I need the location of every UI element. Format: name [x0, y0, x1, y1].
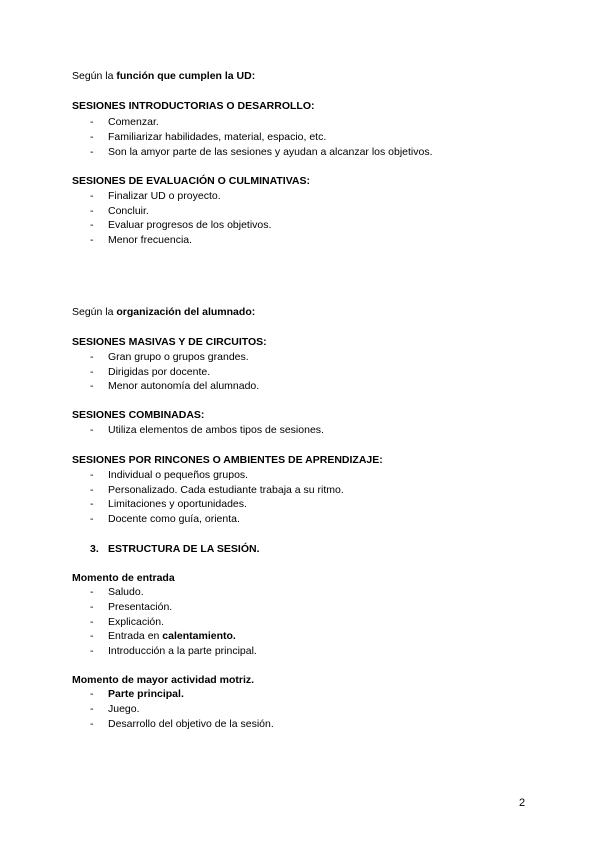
list-item: - Familiarizar habilidades, material, espacio, etc.	[90, 131, 327, 143]
list-item: - Menor autonomía del alumnado.	[90, 380, 260, 392]
list-item: - Individual o pequeños grupos.	[90, 469, 249, 481]
list-item: - Comenzar.	[90, 116, 159, 128]
list-item: - Concluir.	[90, 205, 149, 217]
list-item: - Desarrollo del objetivo de la sesión.	[90, 718, 274, 730]
heading-evaluacion: SESIONES DE EVALUACIÓN O CULMINATIVAS:	[72, 175, 311, 187]
heading-combinadas: SESIONES COMBINADAS:	[72, 409, 205, 421]
heading-masivas: SESIONES MASIVAS Y DE CIRCUITOS:	[72, 336, 267, 348]
list-item: - Menor frecuencia.	[90, 234, 193, 246]
heading-momento-actividad: Momento de mayor actividad motriz.	[72, 674, 255, 686]
list-item: - Finalizar UD o proyecto.	[90, 190, 221, 202]
list-item: - Entrada en calentamiento.	[90, 630, 236, 642]
list-item: - Dirigidas por docente.	[90, 366, 211, 378]
heading-introductorias: SESIONES INTRODUCTORIAS O DESARROLLO:	[72, 100, 315, 112]
list-item: - Parte principal.	[90, 688, 184, 700]
heading-momento-entrada: Momento de entrada	[72, 572, 175, 584]
page-number: 2	[519, 797, 526, 809]
list-item: - Docente como guía, orienta.	[90, 513, 240, 525]
section-title-estructura: 3. ESTRUCTURA DE LA SESIÓN.	[90, 543, 260, 555]
list-item: - Utiliza elementos de ambos tipos de sesiones.	[90, 424, 324, 436]
list-item: - Personalizado. Cada estudiante trabaja a su ritmo.	[90, 484, 344, 496]
intro-organizacion: Según la organización del alumnado:	[72, 306, 256, 318]
list-item: - Introducción a la parte principal.	[90, 645, 257, 657]
list-item: - Juego.	[90, 703, 140, 715]
list-item: - Saludo.	[90, 586, 144, 598]
list-item: - Son la amyor parte de las sesiones y ayudan a alcanzar los objetivos.	[90, 146, 433, 158]
heading-rincones: SESIONES POR RINCONES O AMBIENTES DE APRENDIZAJE:	[72, 454, 383, 466]
intro-funcion: Según la función que cumplen la UD:	[72, 70, 256, 82]
list-item: - Evaluar progresos de los objetivos.	[90, 219, 272, 231]
list-item: - Gran grupo o grupos grandes.	[90, 351, 249, 363]
list-item: - Explicación.	[90, 616, 165, 628]
list-item: - Limitaciones y oportunidades.	[90, 498, 247, 510]
list-item: - Presentación.	[90, 601, 173, 613]
